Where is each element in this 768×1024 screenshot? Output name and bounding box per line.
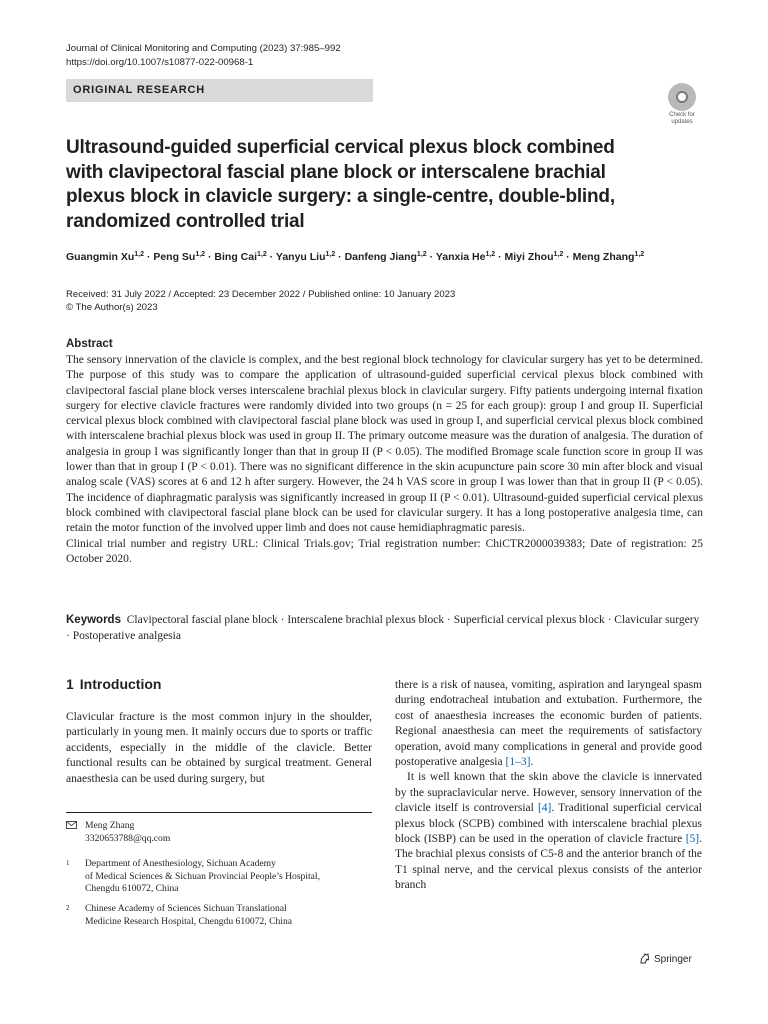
- citation-link[interactable]: [1–3]: [505, 756, 531, 769]
- abstract-body: [66, 353, 703, 567]
- author-name[interactable]: Meng Zhang: [572, 251, 635, 263]
- keywords-text: Clavipectoral fascial plane block · Interscalene brachial plexus block · Superficial cervical plexus block · Clavicular surgery · Postoperative analgesia: [66, 614, 700, 642]
- affiliation-line: of Medical Sciences & Sichuan Provincial People’s Hospital,: [85, 870, 320, 882]
- author-affiliation: 1,2: [553, 251, 564, 258]
- journal-header: [66, 42, 341, 69]
- affiliation-number: 2: [66, 904, 70, 912]
- publisher-logo: [639, 952, 692, 965]
- abstract-text: The sensory innervation of the clavicle is complex, and the best regional block technology for clavicular surgery has yet to be determined. The purpose of this study was to compare the application of ultrasound-guided superficial cervical plexus block combined with clavipectoral fascial plane block verses interscalene brachial plexus block in clavicular surgery. Fifty patients undergoing internal fixation surgery for elective clavicle fractures were randomly divided into two groups (n = 25 for each group): group I and group II. Superficial cervical plexus block combined with clavipectoral fascial plane block was used in group I, and superficial cervical plexus block combined with interscalene brachial plexus block was used in group II. The primary outcome measure was the duration of analgesia. The duration of analgesia in group I was significantly longer than that in group II (P < 0.05). The modified Bromage scale function score in group II was lower than that in group I (P < 0.01). There was no significant difference in the skin acupuncture pain score 30 min after block and visual analog scale (VAS) scores at 6 and 12 h after surgery. However, the 24 h VAS score in group I was lower than that in group II (P < 0.05). The incidence of diaphragmatic paralysis was significantly increased in group II (P < 0.01). Ultrasound-guided superficial cervical plexus block combined with clavipectoral fascial plane block can be used for clavicular surgery. It has a long postoperative analgesia time, can retain the motor function of the involved upper limb and does not cause hemidiaphragmatic paresis.: [66, 354, 703, 535]
- author-separator: ·: [495, 251, 505, 263]
- author-affiliation: 1,2: [634, 251, 645, 258]
- citation-link[interactable]: [5]: [685, 833, 700, 846]
- keywords-label: Keywords: [66, 614, 121, 626]
- introduction-paragraph: Clavicular fracture is the most common injury in the shoulder, particularly in young men. It mainly occurs due to sports or traffic accidents, especially in the middle of the clavicle. Better functional results can be obtained by surgical treatment. General anaesthesia can be used during surgery, but: [66, 711, 372, 785]
- author-list: [66, 250, 716, 264]
- copyright: © The Author(s) 2023: [66, 301, 158, 313]
- author-name[interactable]: Guangmin Xu: [66, 251, 135, 263]
- journal-citation: Journal of Clinical Monitoring and Computing (2023) 37:985–992: [66, 43, 341, 54]
- author-name[interactable]: Miyi Zhou: [504, 251, 554, 263]
- affiliation-line: Chinese Academy of Sciences Sichuan Translational: [85, 903, 287, 914]
- section-number: 1: [66, 676, 74, 692]
- introduction-paragraph-2: It is well known that the skin above the clavicle is innervated by the supraclavicular nerve. However, sensory innervation of the clavicle itself is controversial [4]. Traditional superficial cervical plexus block (SCPB) combined with interscalene brachial plexus block (ISBP) can be used in the operation of clavicle fracture [5]. The brachial plexus consists of C5-8 and the anterior branch of the T1 spinal nerve, and the cervical plexus consists of the anterior branch: [395, 771, 702, 892]
- author-name[interactable]: Yanxia He: [435, 251, 486, 263]
- author-separator: ·: [335, 251, 345, 263]
- introduction-left-column: [66, 710, 372, 787]
- crossmark-icon: [668, 83, 696, 111]
- author-separator: ·: [266, 251, 276, 263]
- history-dates: Received: 31 July 2022 / Accepted: 23 December 2022 / Published online: 10 January 2023: [66, 289, 456, 300]
- author-separator: ·: [205, 251, 215, 263]
- check-for-updates-badge[interactable]: [662, 83, 702, 123]
- author-separator: ·: [426, 251, 436, 263]
- author-name[interactable]: Danfeng Jiang: [344, 251, 417, 263]
- crossmark-line1: Check for: [669, 112, 695, 118]
- publisher-name: Springer: [654, 954, 692, 965]
- author-separator: ·: [143, 251, 154, 263]
- affiliation-line: Medicine Research Hospital, Chengdu 610072, China: [85, 915, 293, 927]
- footnote-divider: [66, 812, 372, 813]
- author-affiliation: 1,2: [257, 251, 267, 258]
- introduction-right-column: [395, 678, 702, 894]
- section-label: ORIGINAL RESEARCH: [66, 79, 373, 102]
- affiliation-number: 1: [66, 859, 70, 867]
- trial-registry: Clinical trial number and registry URL: Clinical Trials.gov; Trial registration number: ChiCTR2000039383; Date of registration: 25 October 2020.: [66, 537, 703, 565]
- author-name[interactable]: Bing Cai: [214, 251, 258, 263]
- springer-horse-icon: [639, 952, 651, 964]
- citation-link[interactable]: [4]: [537, 802, 552, 815]
- section-title: Introduction: [79, 676, 162, 692]
- affiliation-line: Chengdu 610072, China: [85, 883, 179, 895]
- author-affiliation: 1,2: [134, 251, 144, 258]
- author-name[interactable]: Peng Su: [153, 251, 196, 263]
- crossmark-line2: updates: [671, 118, 693, 125]
- affiliation-line: Department of Anesthesiology, Sichuan Academy: [85, 858, 276, 869]
- author-affiliation: 1,2: [195, 251, 206, 258]
- keywords: [66, 612, 703, 644]
- corresponding-email[interactable]: 3320653788@qq.com: [85, 832, 171, 844]
- author-affiliation: 1,2: [485, 251, 496, 258]
- doi-link[interactable]: https://doi.org/10.1007/s10877-022-00968-1: [66, 56, 254, 68]
- author-affiliation: 1,2: [325, 251, 336, 258]
- author-affiliation: 1,2: [416, 251, 427, 258]
- article-dates: [66, 289, 455, 315]
- envelope-icon: [66, 821, 77, 829]
- abstract-heading: Abstract: [66, 338, 113, 350]
- article-title: Ultrasound-guided superficial cervical plexus block combined with clavipectoral fascial plane block or interscalene brachial plexus block in clavicle surgery: a single-centre, double-blind, randomized controlled trial: [66, 137, 615, 232]
- author-separator: ·: [563, 251, 573, 263]
- introduction-paragraph-continued: there is a risk of nausea, vomiting, aspiration and laryngeal spasm during endotracheal intubation and extubation. Furthermore, the cost of anaesthesia increases the economic burden of patients. Regional anaesthesia can meet the requirements of satisfactory operation, avoid many complications in general and provide good postoperative analgesia [1–3].: [395, 679, 702, 769]
- introduction-heading: [66, 676, 161, 692]
- corresponding-author: Meng Zhang: [85, 820, 135, 831]
- author-name[interactable]: Yanyu Liu: [275, 251, 326, 263]
